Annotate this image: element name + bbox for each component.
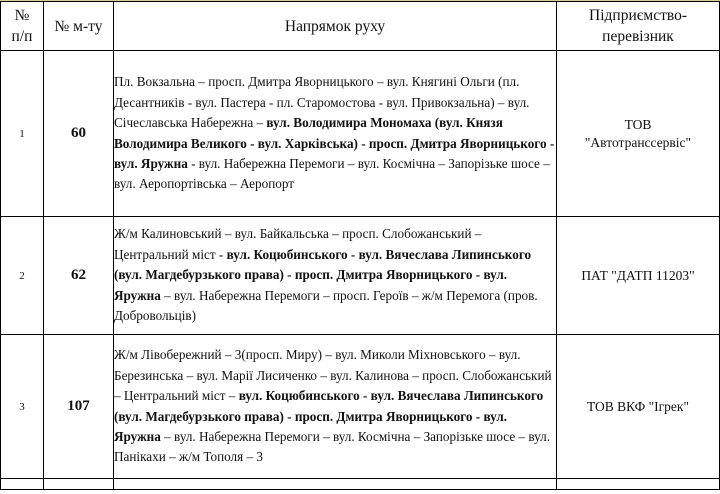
header-row-number-line1: № bbox=[14, 7, 30, 24]
row-number: 2 bbox=[1, 217, 44, 335]
routes-table bbox=[0, 1, 720, 490]
direction-text-bold: вул. Коцюбинського - вул. Вячеслава Липинського (вул. Магдебурзького права) - просп. Дмитра Яворницького - вул. Яружна bbox=[114, 246, 532, 303]
route-number: 60 bbox=[44, 51, 114, 217]
header-carrier bbox=[557, 2, 720, 51]
cell-empty bbox=[114, 479, 557, 490]
table-row-partial bbox=[1, 479, 720, 490]
table-row bbox=[1, 51, 720, 217]
header-carrier-line1: Підприємство- bbox=[589, 7, 687, 24]
header-direction: Напрямок руху bbox=[114, 2, 557, 51]
carrier bbox=[557, 51, 720, 217]
header-row bbox=[1, 2, 720, 51]
carrier-line1: ТОВ bbox=[624, 116, 652, 132]
route-number: 62 bbox=[44, 217, 114, 335]
direction-text: Ж/м Калиновський – вул. Байкальська – просп. Слобожанський – Центральний міст - bbox=[114, 226, 482, 262]
direction-text-bold: вул. Коцюбинського - вул. Вячеслава Липинського (вул. Магдебурзького права) - просп. Дмитра Яворницького - вул. Яружна bbox=[114, 388, 544, 444]
direction-text: Ж/м Лівобережний – 3(просп. Миру) – вул. Миколи Міхновського – вул. Березинська – вул. Марії Лисиченко – вул. Калинова – просп. Слобожанський – Центральний міст – bbox=[114, 347, 552, 404]
direction-text: – вул. Набережна Перемоги – вул. Космічна – Запорізьке шосе – вул. Панікахи – ж/м Тополя – 3 bbox=[114, 428, 551, 465]
header-route-number: № м-ту bbox=[44, 2, 114, 51]
header-row-number-line2: п/п bbox=[11, 28, 33, 45]
carrier: ТОВ ВКФ "Ігрек" bbox=[557, 335, 720, 479]
direction-text-bold: вул. Володимира Мономаха (вул. Князя Володимира Великого - вул. Харківська) - просп. Дмитра Яворницького - вул. Яружна bbox=[114, 115, 555, 171]
header-row-number bbox=[1, 2, 44, 51]
row-number: 3 bbox=[1, 335, 44, 479]
header-carrier-line2: перевізник bbox=[602, 28, 674, 45]
table-row bbox=[1, 335, 720, 479]
route-direction bbox=[114, 51, 557, 217]
direction-text: – вул. Набережна Перемоги – просп. Героїв – ж/м Перемога (пров. Добровольців) bbox=[114, 287, 538, 324]
row-number: 1 bbox=[1, 51, 44, 217]
cell-empty bbox=[44, 479, 114, 490]
cell-empty bbox=[1, 479, 44, 490]
route-direction bbox=[114, 217, 557, 335]
direction-text: Пл. Вокзальна – просп. Дмитра Яворницького – вул. Княгині Ольги (пл. Десантників - вул. Пастера - пл. Старомостова - вул. Привокзальна) – вул. Січеславська Набережна – bbox=[114, 74, 530, 131]
direction-text: - вул. Набережна Перемоги – вул. Космічна – Запорізьке шосе – вул. Аеропортівська – Аеропорт bbox=[114, 155, 550, 192]
table-row bbox=[1, 217, 720, 335]
route-direction bbox=[114, 335, 557, 479]
route-number: 107 bbox=[44, 335, 114, 479]
cell-empty bbox=[557, 479, 720, 490]
carrier: ПАТ "ДАТП 11203" bbox=[557, 217, 720, 335]
carrier-line2: "Автотранссервіс" bbox=[584, 134, 692, 150]
